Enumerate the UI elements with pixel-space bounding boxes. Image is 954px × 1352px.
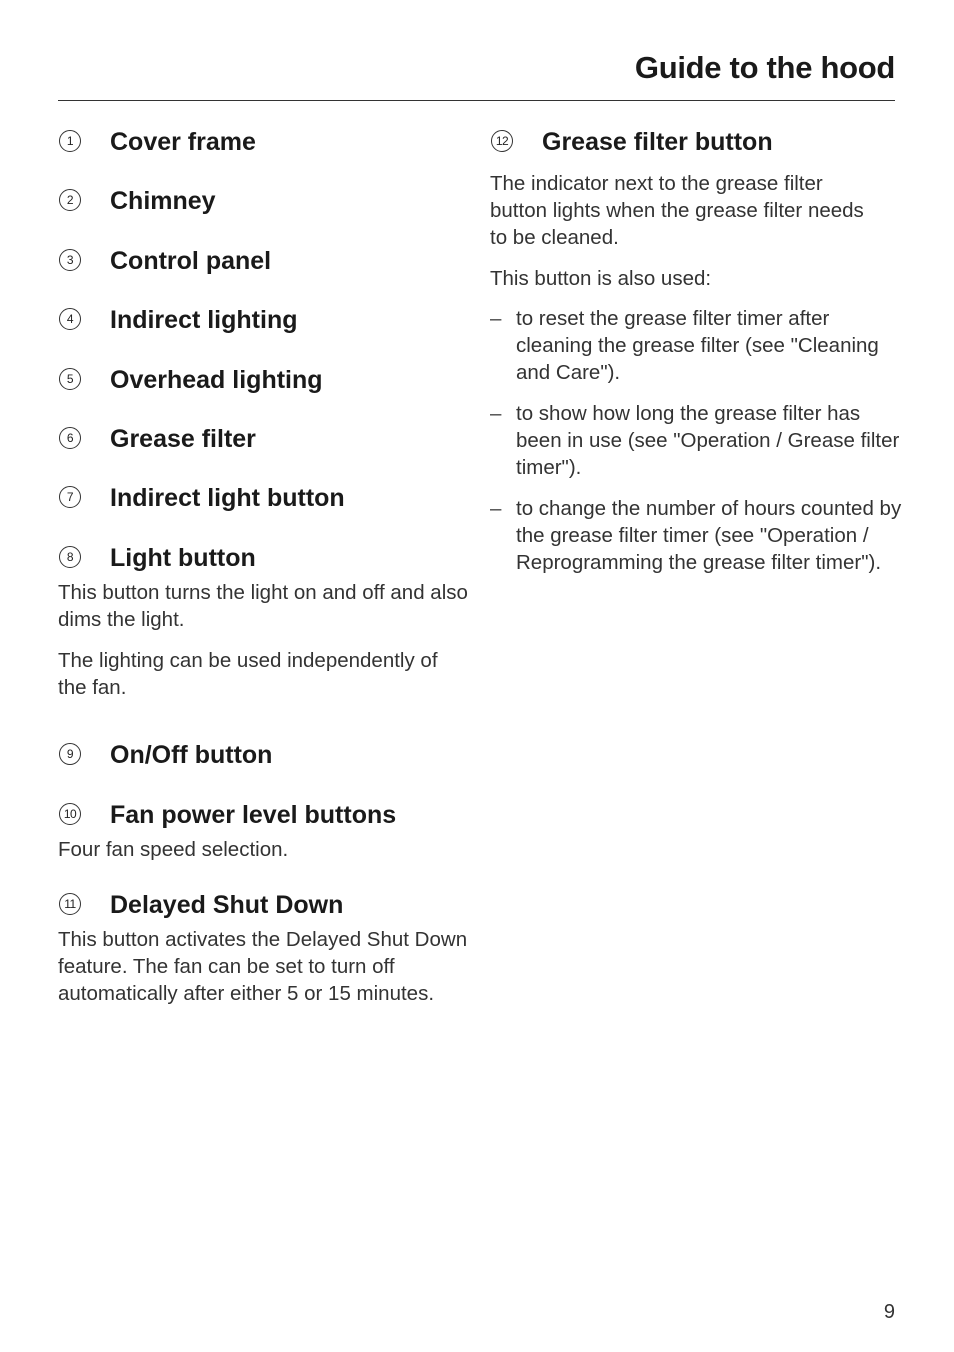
item-label: Delayed Shut Down bbox=[110, 891, 344, 919]
item-grease-filter bbox=[58, 421, 468, 457]
light-button-note: The lighting can be used independently of the fan. bbox=[58, 649, 438, 699]
bullet-text: to show how long the grease filter has been in use (see "Operation / Grease filter timer"). bbox=[516, 402, 900, 479]
item-number-circle: 9 bbox=[59, 743, 81, 765]
item-indirect-light-button bbox=[58, 480, 468, 516]
item-number-circle: 4 bbox=[59, 308, 81, 330]
item-number-circle: 1 bbox=[59, 130, 81, 152]
item-on-off-button bbox=[58, 737, 468, 773]
item-label: Indirect light button bbox=[110, 484, 345, 512]
dash-marker: – bbox=[490, 307, 502, 330]
item-number-circle: 7 bbox=[59, 486, 81, 508]
page-number: 9 bbox=[883, 1301, 895, 1323]
item-overhead-lighting bbox=[58, 362, 468, 398]
fan-power-description: Four fan speed selection. bbox=[58, 838, 289, 861]
bullet-item bbox=[490, 400, 906, 481]
dash-marker: – bbox=[490, 497, 502, 520]
item-number-circle: 6 bbox=[59, 427, 81, 449]
item-label: Control panel bbox=[110, 247, 272, 275]
item-number-circle: 12 bbox=[491, 130, 513, 152]
item-indirect-lighting bbox=[58, 302, 468, 338]
bullet-item bbox=[490, 495, 921, 576]
item-label: Fan power level buttons bbox=[110, 801, 397, 829]
item-number-circle: 10 bbox=[59, 803, 81, 825]
delayed-shut-down-description: This button activates the Delayed Shut Down feature. The fan can be set to turn off automatically after either 5 or 15 minutes. bbox=[58, 928, 468, 1005]
item-label: Grease filter button bbox=[542, 128, 773, 156]
bullet-text: to reset the grease filter timer after cleaning the grease filter (see "Cleaning and Care"). bbox=[516, 307, 879, 384]
item-number-circle: 3 bbox=[59, 249, 81, 271]
item-label: Light button bbox=[110, 544, 256, 572]
item-control-panel bbox=[58, 243, 468, 279]
header-rule bbox=[58, 100, 895, 101]
item-label: Grease filter bbox=[110, 425, 256, 453]
item-number-circle: 2 bbox=[59, 189, 81, 211]
dash-marker: – bbox=[490, 402, 502, 425]
item-grease-filter-button bbox=[490, 124, 900, 160]
item-label: Chimney bbox=[110, 187, 216, 215]
grease-filter-indicator-description: The indicator next to the grease filter button lights when the grease filter needs to be cleaned. bbox=[490, 172, 864, 249]
item-label: Indirect lighting bbox=[110, 306, 298, 334]
item-chimney bbox=[58, 183, 468, 219]
right-column bbox=[490, 124, 900, 576]
item-number-circle: 11 bbox=[59, 893, 81, 915]
bullet-text: to change the number of hours counted by the grease filter timer (see "Operation / Reprogramming the grease filter timer"). bbox=[516, 497, 902, 574]
bullet-item bbox=[490, 305, 906, 386]
item-label: Cover frame bbox=[110, 128, 256, 156]
item-light-button bbox=[58, 540, 468, 576]
light-button-description: This button turns the light on and off and also dims the light. bbox=[58, 581, 468, 631]
grease-filter-also-used-intro: This button is also used: bbox=[490, 267, 712, 290]
item-fan-power-level-buttons bbox=[58, 797, 468, 833]
item-label: Overhead lighting bbox=[110, 366, 323, 394]
item-number-circle: 8 bbox=[59, 546, 81, 568]
item-label: On/Off button bbox=[110, 741, 273, 769]
item-cover-frame bbox=[58, 124, 468, 160]
page-title: Guide to the hood bbox=[634, 50, 895, 85]
item-number-circle: 5 bbox=[59, 368, 81, 390]
left-column bbox=[58, 124, 468, 1007]
item-delayed-shut-down bbox=[58, 887, 468, 923]
